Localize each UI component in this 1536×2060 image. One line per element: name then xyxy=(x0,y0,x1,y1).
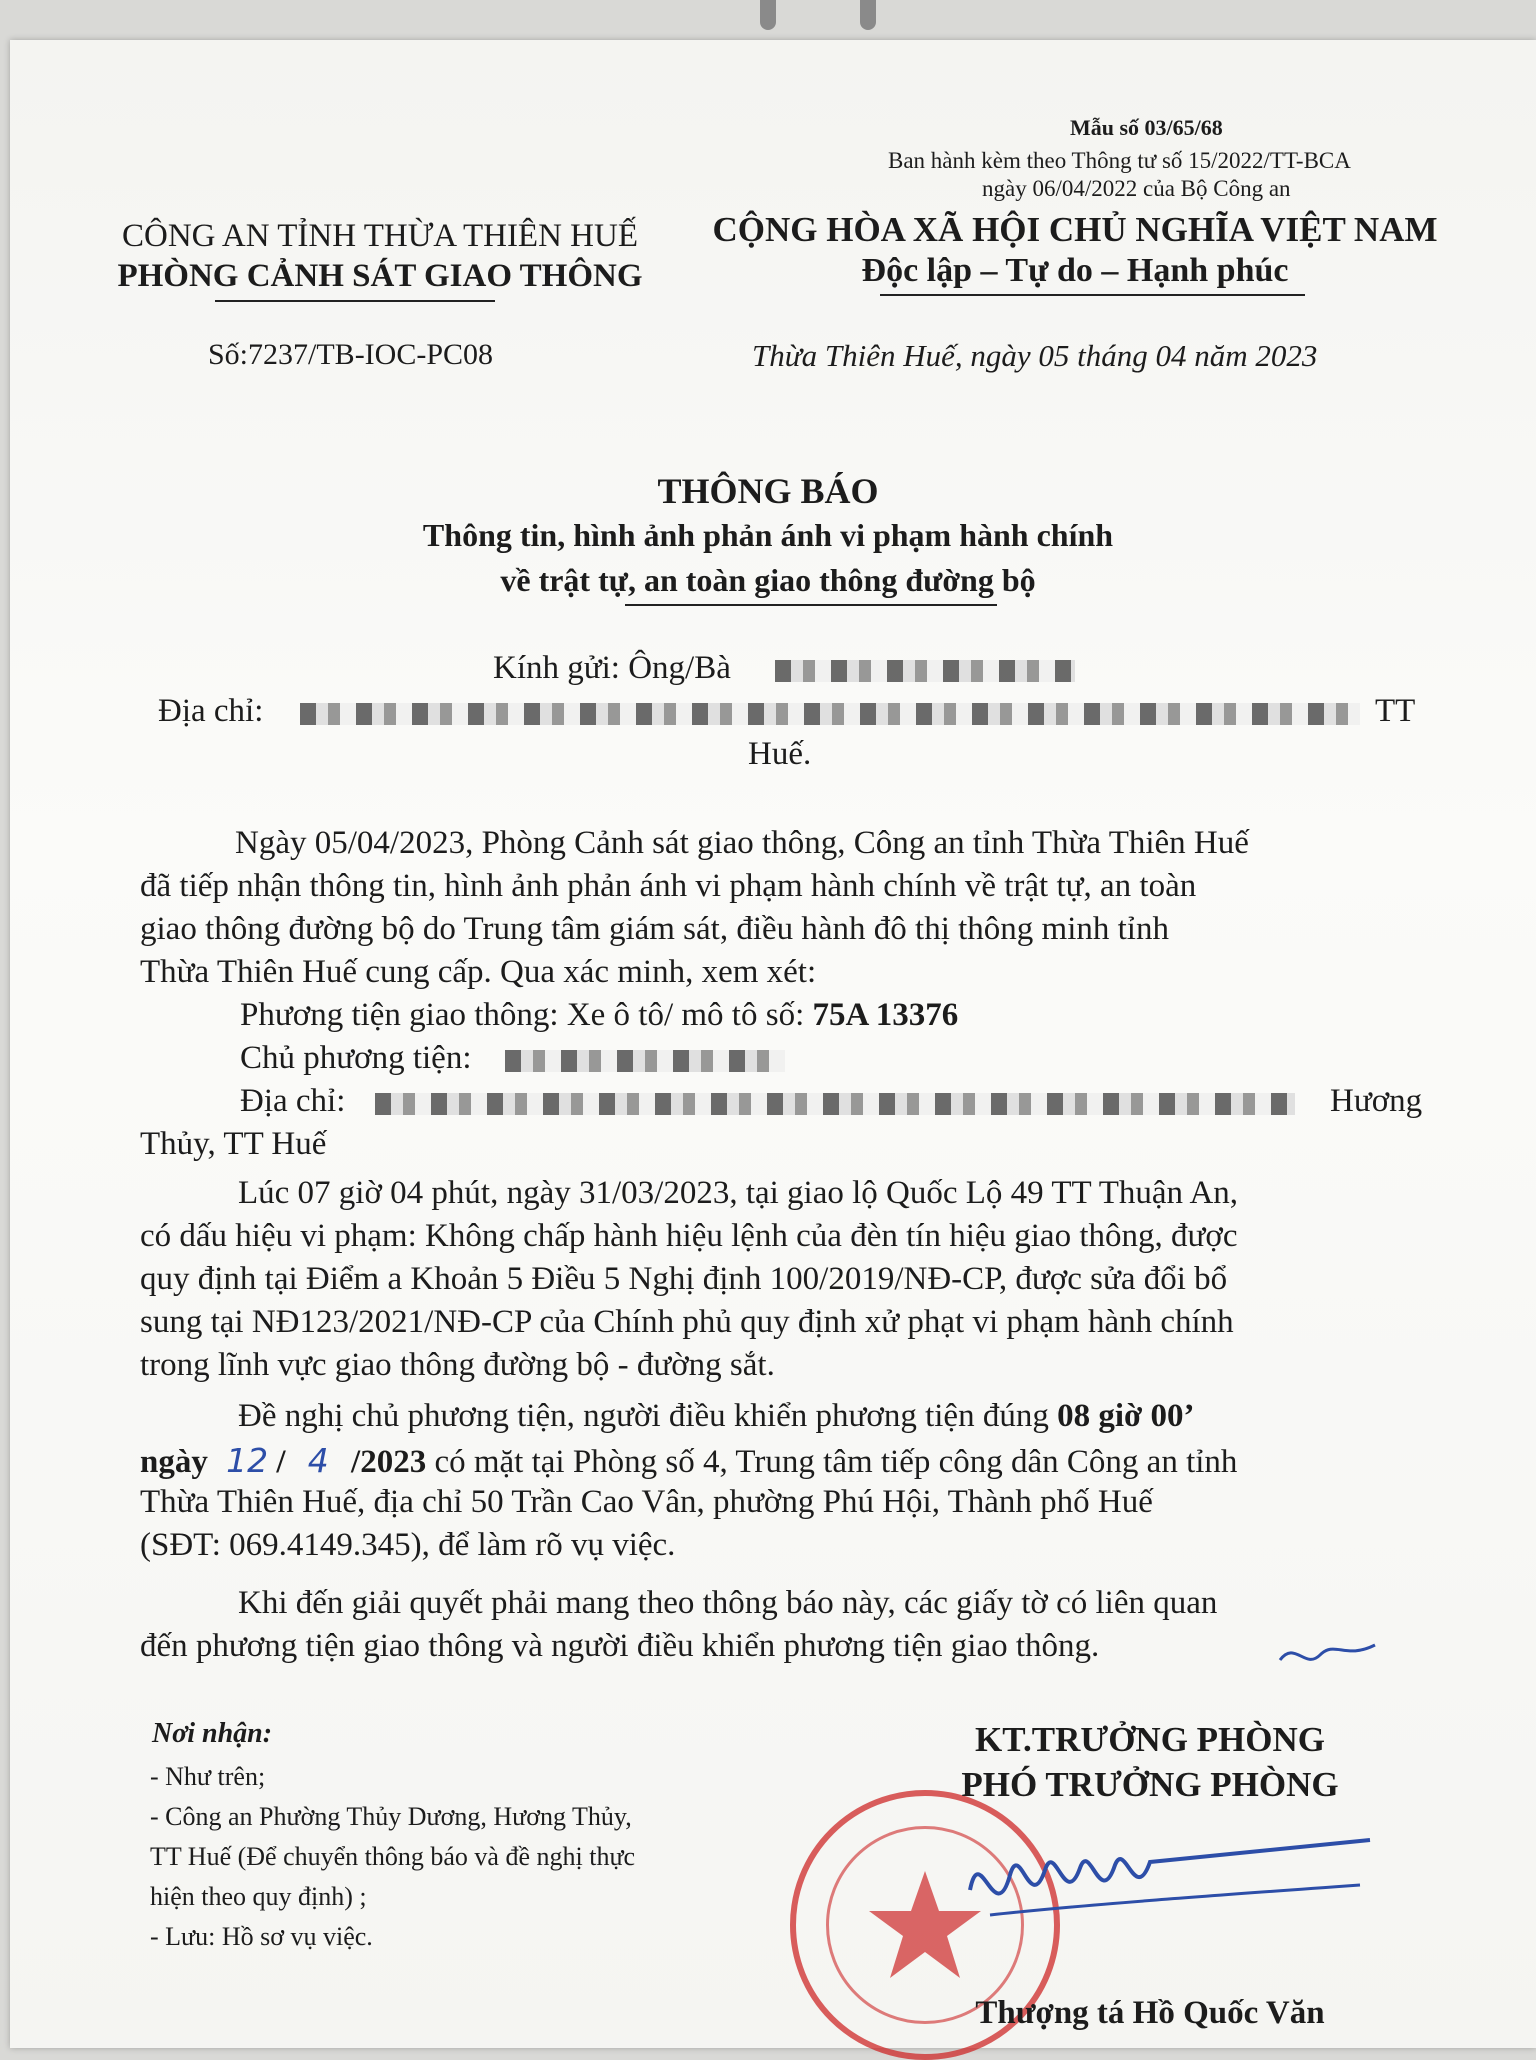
handwritten-day: 12 xyxy=(226,1441,269,1480)
body-line: Thừa Thiên Huế cung cấp. Qua xác minh, xem xét: xyxy=(140,954,817,990)
body-line xyxy=(140,1441,1237,1481)
day-label: ngày xyxy=(140,1444,208,1480)
owner-address-line2: Thủy, TT Huế xyxy=(140,1126,327,1162)
handwritten-signature xyxy=(960,1820,1380,1960)
body-line: Ngày 05/04/2023, Phòng Cảnh sát giao thông, Công an tỉnh Thừa Thiên Huế xyxy=(235,825,1249,861)
body-line: quy định tại Điểm a Khoản 5 Điều 5 Nghị định 100/2019/NĐ-CP, được sửa đổi bổ xyxy=(140,1261,1228,1297)
appointment-year: /2023 xyxy=(351,1444,427,1480)
signer-title-1: KT.TRƯỞNG PHÒNG xyxy=(975,1720,1325,1759)
recipient-item: - Như trên; xyxy=(150,1762,266,1791)
signer-name: Thượng tá Hồ Quốc Văn xyxy=(975,1995,1325,2031)
address-end: TT xyxy=(1375,693,1416,729)
body-line: trong lĩnh vực giao thông đường bộ - đường sắt. xyxy=(140,1347,775,1383)
recipient-item: - Công an Phường Thủy Dương, Hương Thủy, xyxy=(150,1802,632,1831)
location-text: có mặt tại Phòng số 4, Trung tâm tiếp công dân Công an tỉnh xyxy=(434,1444,1238,1480)
owner-address-label: Địa chỉ: xyxy=(240,1083,346,1119)
notice-title: THÔNG BÁO xyxy=(657,471,879,511)
recipients-heading: Nơi nhận: xyxy=(152,1718,273,1749)
vehicle-line xyxy=(240,997,958,1034)
redacted-owner xyxy=(505,1050,785,1072)
recipient-item: hiện theo quy định) ; xyxy=(150,1882,367,1911)
body-line: Thừa Thiên Huế, địa chỉ 50 Trần Cao Vân, phường Phú Hội, Thành phố Huế xyxy=(140,1484,1153,1520)
notice-subtitle-2: về trật tự, an toàn giao thông đường bộ xyxy=(500,562,1036,598)
form-issued-line1: Ban hành kèm theo Thông tư số 15/2022/TT-BCA xyxy=(888,148,1351,173)
request-text: Đề nghị chủ phương tiện, người điều khiển phương tiện đúng xyxy=(238,1398,1049,1434)
notice-subtitle-1: Thông tin, hình ảnh phản ánh vi phạm hành chính xyxy=(422,517,1114,553)
redacted-name xyxy=(775,660,1075,682)
address-city: Huế. xyxy=(748,736,812,772)
license-plate: 75A 13376 xyxy=(812,997,959,1033)
divider xyxy=(625,604,997,606)
binder-clip xyxy=(860,0,876,30)
owner-address-end: Hương xyxy=(1330,1083,1423,1119)
body-line: đã tiếp nhận thông tin, hình ảnh phản ánh vi phạm hành chính về trật tự, an toàn xyxy=(140,868,1197,904)
appointment-time: 08 giờ 00’ xyxy=(1057,1398,1195,1434)
place-date: Thừa Thiên Huế, ngày 05 tháng 04 năm 2023 xyxy=(752,338,1318,373)
owner-label: Chủ phương tiện: xyxy=(240,1040,472,1076)
body-line: Khi đến giải quyết phải mang theo thông báo này, các giấy tờ có liên quan xyxy=(238,1585,1218,1621)
signer-title-2: PHÓ TRƯỞNG PHÒNG xyxy=(961,1765,1339,1804)
recipient-item: - Lưu: Hồ sơ vụ việc. xyxy=(150,1922,373,1951)
org-parent: CÔNG AN TỈNH THỪA THIÊN HUẾ xyxy=(121,218,638,254)
divider xyxy=(880,294,1305,296)
body-line: có dấu hiệu vi phạm: Không chấp hành hiệu lệnh của đèn tín hiệu giao thông, được xyxy=(140,1218,1238,1254)
doc-number: Số:7237/TB-IOC-PC08 xyxy=(208,338,494,371)
binder-clip xyxy=(760,0,776,30)
body-line: đến phương tiện giao thông và người điều khiển phương tiện giao thông. xyxy=(140,1628,1100,1664)
date-separator: / xyxy=(276,1444,286,1480)
initial-mark xyxy=(1275,1630,1385,1680)
nation-name: CỘNG HÒA XÃ HỘI CHỦ NGHĨA VIỆT NAM xyxy=(712,210,1438,249)
divider xyxy=(215,300,495,302)
body-line: (SĐT: 069.4149.345), để làm rõ vụ việc. xyxy=(140,1527,676,1563)
handwritten-month: 4 xyxy=(307,1441,329,1480)
body-line xyxy=(238,1398,1195,1435)
vehicle-label: Phương tiện giao thông: Xe ô tô/ mô tô số: xyxy=(240,997,805,1033)
body-line: giao thông đường bộ do Trung tâm giám sát, điều hành đô thị thông minh tỉnh xyxy=(140,911,1169,947)
nation-motto: Độc lập – Tự do – Hạnh phúc xyxy=(861,252,1289,289)
recipient-item: TT Huế (Để chuyển thông báo và đề nghị thực xyxy=(150,1842,636,1871)
recipient-label: Kính gửi: Ông/Bà xyxy=(493,650,731,686)
body-line: sung tại NĐ123/2021/NĐ-CP của Chính phủ quy định xử phạt vi phạm hành chính xyxy=(140,1304,1234,1340)
redacted-address xyxy=(300,703,1360,725)
form-issued-line2: ngày 06/04/2022 của Bộ Công an xyxy=(982,176,1291,201)
address-label: Địa chỉ: xyxy=(158,693,264,729)
redacted-owner-address xyxy=(375,1093,1295,1115)
body-line: Lúc 07 giờ 04 phút, ngày 31/03/2023, tại giao lộ Quốc Lộ 49 TT Thuận An, xyxy=(238,1175,1239,1211)
form-number: Mẫu số 03/65/68 xyxy=(1070,115,1223,140)
org-department: PHÒNG CẢNH SÁT GIAO THÔNG xyxy=(117,258,643,294)
